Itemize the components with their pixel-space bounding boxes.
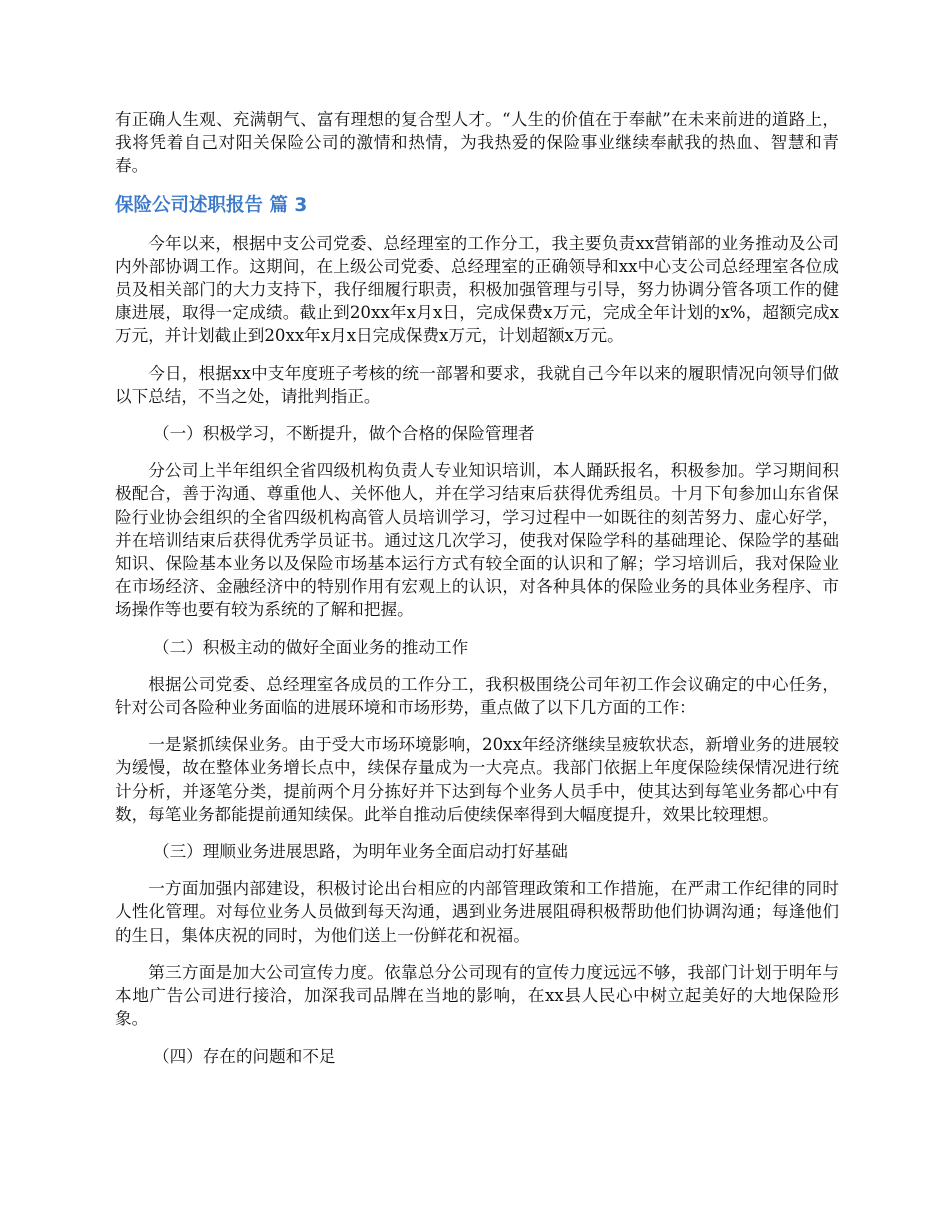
intro-paragraph: 有正确人生观、充满朝气、富有理想的复合型人才。“人生的价值在于奉献”在未来前进的道路上，我将凭着自己对阳关保险公司的激情和热情，为我热爱的保险事业继续奉献我的热血、智慧和青春。 — [115, 110, 839, 176]
paragraph: 一方面加强内部建设，积极讨论出台相应的内部管理政策和工作措施，在严肃工作纪律的同时人性化管理。对每位业务人员做到每天沟通，遇到业务进展阻碍积极帮助他们协调沟通；每逢他们的生日，集体庆祝的同时，为他们送上一份鲜花和祝福。 — [115, 879, 839, 945]
subheading: （一）积极学习，不断提升，做个合格的保险管理者 — [153, 424, 535, 444]
paragraph: 根据公司党委、总经理室各成员的工作分工，我积极围绕公司年初工作会议确定的中心任务，针对公司各险种业务面临的进展环境和市场形势，重点做了以下几方面的工作： — [115, 674, 839, 718]
paragraph: 今年以来，根据中支公司党委、总经理室的工作分工，我主要负责xx营销部的业务推动及公司内外部协调工作。这期间，在上级公司党委、总经理室的正确领导和xx中心支公司总经理室各位成员及相关部门的大力支持下，我仔细履行职责，积极加强管理与引导，努力协调分管各项工作的健康进展，取得一定成绩。截止到20xx年x月x日，完成保费x万元，完成全年计划的x%，超额完成x万元，并计划截止到20xx年x月x日完成保费x万元，计划超额x万元。 — [115, 233, 839, 346]
subheading: （二）积极主动的做好全面业务的推动工作 — [153, 637, 469, 657]
paragraph: 分公司上半年组织全省四级机构负责人专业知识培训，本人踊跃报名，积极参加。学习期间积极配合，善于沟通、尊重他人、关怀他人，并在学习结束后获得优秀组员。十月下旬参加山东省保险行业协会组织的全省四级机构高管人员培训学习，学习过程中一如既往的刻苦努力、虚心好学，并在培训结束后获得优秀学员证书。通过这几次学习，使我对保险学科的基础理论、保险学的基础知识、保险基本业务以及保险市场基本运行方式有较全面的认识和了解；学习培训后，我对保险业在市场经济、金融经济中的特别作用有宏观上的认识，对各种具体的保险业务的具体业务程序、市场操作等也要有较为系统的了解和把握。 — [115, 461, 839, 620]
subheading: （四）存在的问题和不足 — [153, 1046, 336, 1066]
paragraph: 第三方面是加大公司宣传力度。依靠总分公司现有的宣传力度远远不够，我部门计划于明年与本地广告公司进行接洽，加深我司品牌在当地的影响，在xx县人民心中树立起美好的大地保险形象。 — [115, 962, 839, 1029]
paragraph: 一是紧抓续保业务。由于受大市场环境影响，20xx年经济继续呈疲软状态，新增业务的进展较为缓慢，故在整体业务增长点中，续保存量成为一大亮点。我部门依据上年度保险续保情况进行统计分析，并逐笔分类，提前两个月分拣好并下达到每个业务人员手中，使其达到每笔业务都心中有数，每笔业务都能提前通知续保。此举自推动后使续保率得到大幅度提升，效果比较理想。 — [115, 735, 839, 824]
subheading: （三）理顺业务进展思路，为明年业务全面启动打好基础 — [153, 842, 568, 862]
paragraph: 今日，根据xx中支年度班子考核的统一部署和要求，我就自己今年以来的履职情况向领导们做以下总结，不当之处，请批判指正。 — [115, 363, 839, 406]
document-page — [115, 108, 839, 1082]
section-title: 保险公司述职报告 篇 3 — [115, 194, 308, 216]
